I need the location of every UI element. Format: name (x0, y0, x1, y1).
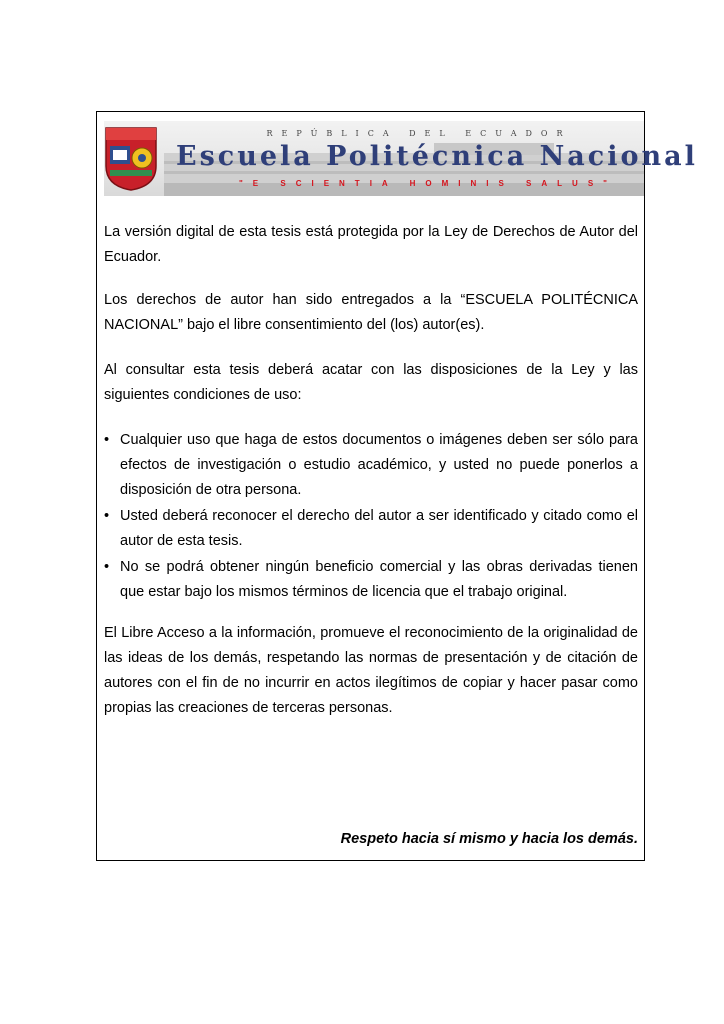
list-item (104, 555, 638, 605)
condition-text: Usted deberá reconocer el derecho del autor a ser identificado y citado como el autor de esta tesis. (120, 508, 638, 549)
list-item (104, 504, 638, 554)
condition-text: No se podrá obtener ningún beneficio comercial y las obras derivadas tienen que estar bajo los mismos términos de licencia que el trabajo original. (120, 559, 638, 600)
closing-statement: Respeto hacia sí mismo y hacia los demás. (340, 831, 638, 847)
bullet: • (104, 508, 110, 524)
conditions-intro: Al consultar esta tesis deberá acatar con las disposiciones de la Ley y las siguientes condiciones de uso: (104, 362, 638, 403)
bullet: • (104, 559, 110, 575)
list-item (104, 428, 638, 503)
country-line: REPÚBLICA DEL ECUADOR (266, 129, 572, 138)
open-access-paragraph: El Libre Acceso a la información, promueve el reconocimiento de la originalidad de las ideas de los demás, respetando las normas de presentación y de citación de autores con el fin de no incurrir en actos ilegítimos de copiar y hacer pasar como propias las creaciones de terceras personas. (104, 625, 638, 716)
conditions-list (104, 428, 638, 606)
bullet: • (104, 432, 110, 448)
institution-name: Escuela Politécnica Nacional (176, 141, 698, 172)
institution-motto: "E SCIENTIA HOMINIS SALUS" (239, 179, 617, 188)
rights-paragraph: Los derechos de autor han sido entregados a la “ESCUELA POLITÉCNICA NACIONAL” bajo el libre consentimiento del (los) autor(es). (104, 292, 638, 333)
copyright-paragraph: La versión digital de esta tesis está protegida por la Ley de Derechos de Autor del Ecuador. (104, 224, 638, 265)
institution-banner (104, 121, 698, 196)
condition-text: Cualquier uso que haga de estos documentos o imágenes deben ser sólo para efectos de investigación o estudio académico, y usted no puede ponerlos a disposición de otra persona. (120, 432, 638, 498)
